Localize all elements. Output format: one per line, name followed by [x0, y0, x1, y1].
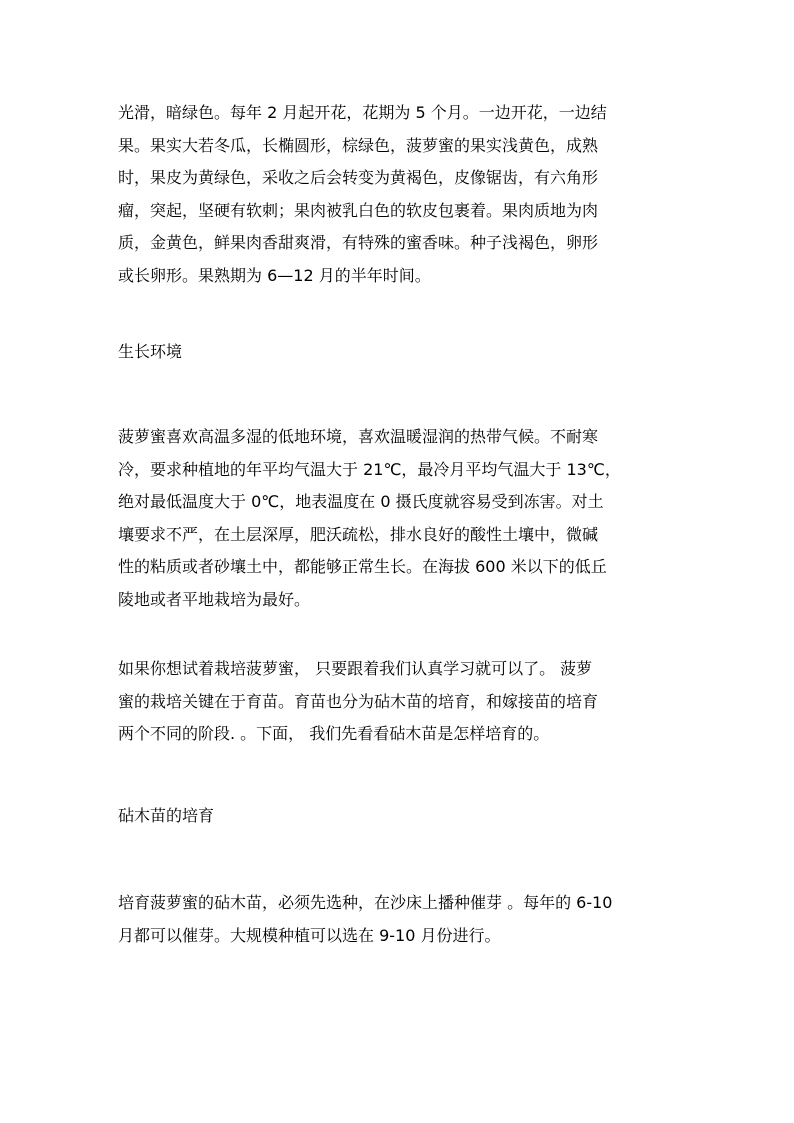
text-line: 或长卵形。果熟期为 6—12 月的半年时间。	[118, 265, 431, 285]
paragraph-cultivation-intro	[118, 653, 678, 751]
text-line: 两个不同的阶段. 。下面， 我们先看看砧木苗是怎样培育的。	[118, 724, 550, 743]
text-line: 月都可以催芽。大规模种植可以选在 9-10 月份进行。	[118, 925, 501, 945]
text-line: 壤要求不严，在土层深厚，肥沃疏松，排水良好的酸性土壤中，微碱	[118, 524, 599, 544]
text-line: 性的粘质或者砂壤土中，都能够正常生长。在海拔 600 米以下的低丘	[118, 557, 607, 576]
section-heading-rootstock-seedling: 砧木苗的培育	[118, 806, 215, 825]
section-heading-growth-environment: 生长环境	[118, 342, 183, 361]
text-line: 如果你想试着栽培菠萝蜜， 只要跟着我们认真学习就可以了。 菠萝	[118, 659, 593, 678]
text-line: 果。果实大若冬瓜，长椭圆形，棕绿色，菠萝蜜的果实浅黄色，成熟	[118, 135, 599, 155]
text-line: 培育菠萝蜜的砧木苗，必须先选种，在沙床上播种催芽 。每年的 6-10	[118, 893, 613, 912]
text-line: 绝对最低温度大于 0℃，地表温度在 0 摄氏度就容易受到冻害。对土	[118, 492, 604, 511]
text-line: 菠萝蜜喜欢高温多湿的低地环境，喜欢温暖湿润的热带气候。不耐寒	[118, 427, 599, 446]
paragraph-rootstock-seedling	[118, 887, 678, 952]
text-line: 瘤，突起，坚硬有软刺；果肉被乳白色的软皮包裹着。果肉质地为肉	[118, 200, 599, 220]
text-line: 光滑，暗绿色。每年 2 月起开花，花期为 5 个月。一边开花，一边结	[118, 103, 607, 122]
text-line: 陵地或者平地栽培为最好。	[118, 589, 311, 609]
text-line: 蜜的栽培关键在于育苗。育苗也分为砧木苗的培育，和嫁接苗的培育	[118, 691, 599, 711]
paragraph-fruit-description	[118, 97, 678, 292]
text-line: 冷，要求种植地的年平均气温大于 21℃，最冷月平均气温大于 13℃，	[118, 459, 621, 479]
paragraph-growth-environment	[118, 421, 678, 616]
text-line: 时，果皮为黄绿色，采收之后会转变为黄褐色，皮像锯齿，有六角形	[118, 168, 599, 187]
text-line: 质，金黄色，鲜果肉香甜爽滑，有特殊的蜜香味。种子浅褐色，卵形	[118, 233, 599, 252]
